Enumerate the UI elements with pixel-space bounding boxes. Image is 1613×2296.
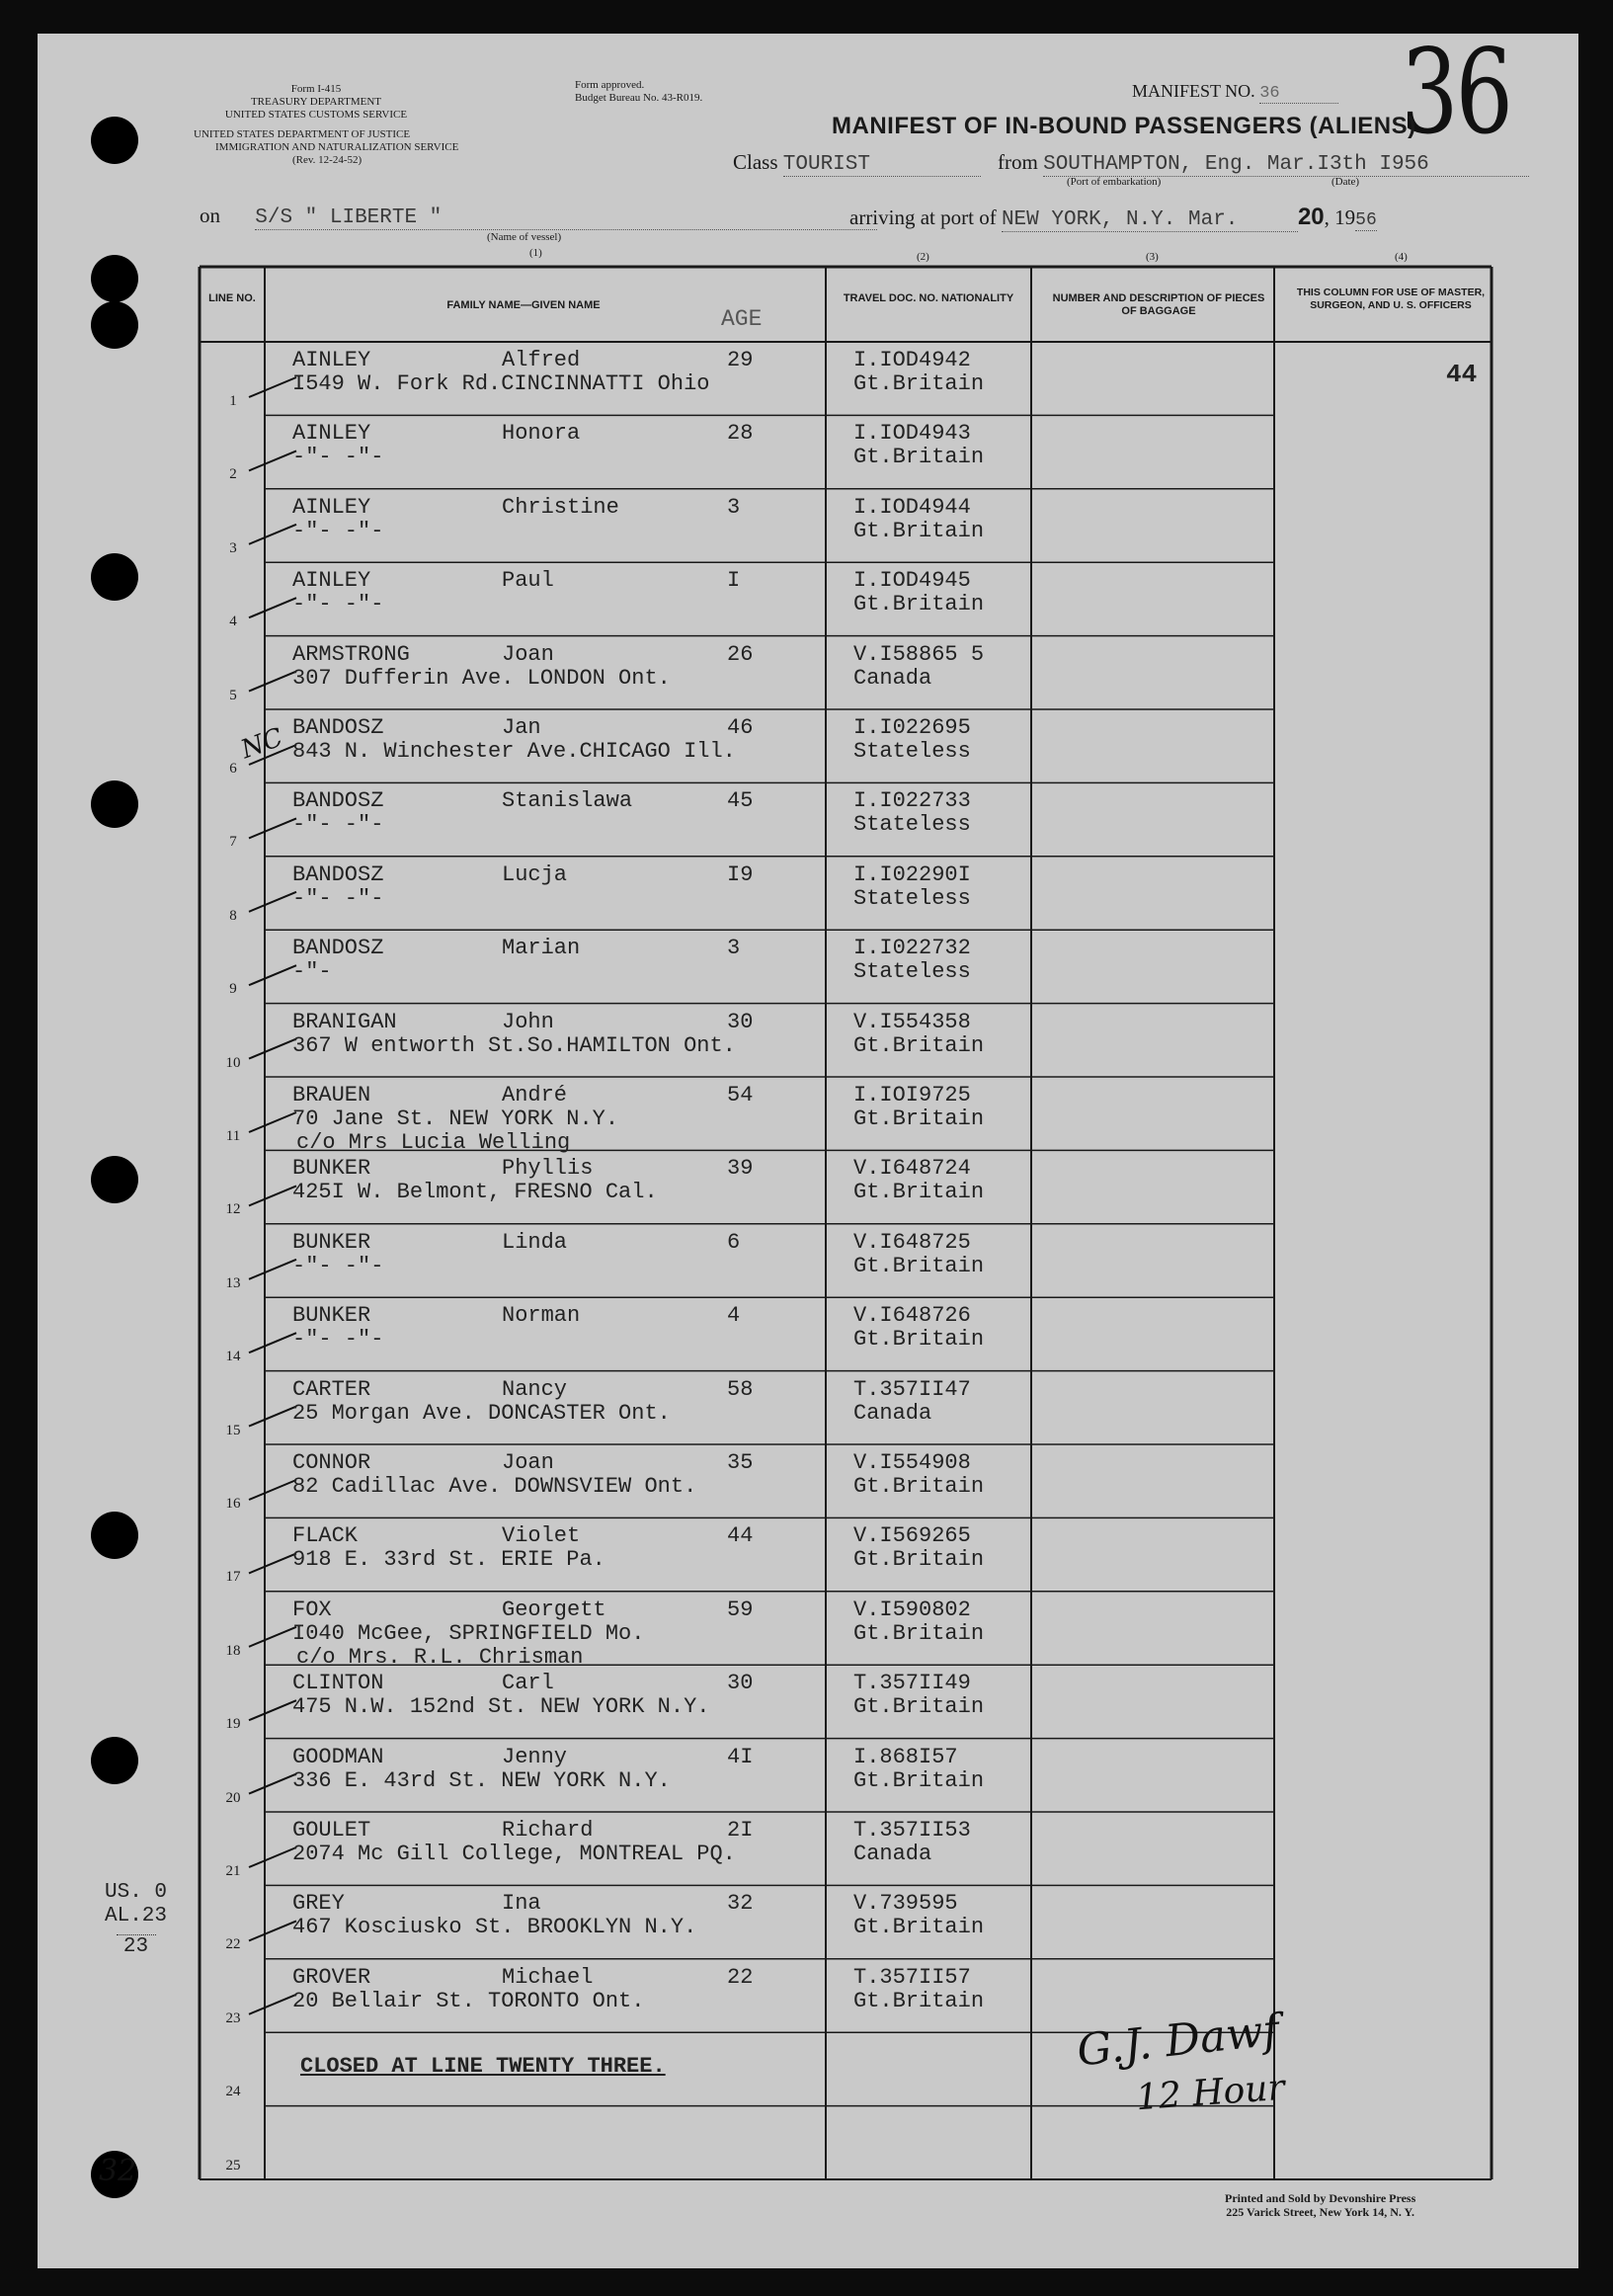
age: I9 — [727, 861, 754, 887]
line-number: 8 — [229, 907, 237, 924]
officer-note: 44 — [1446, 360, 1478, 389]
printer-credit — [1225, 2191, 1415, 2219]
travel-doc-no: I.IOD4943 — [853, 421, 971, 447]
family-name: BUNKER — [292, 1229, 371, 1255]
travel-doc-no: V.739595 — [853, 1891, 958, 1917]
line-number: 20 — [225, 1789, 241, 1806]
age: 22 — [727, 1964, 754, 1990]
travel-doc-no: I.I022732 — [853, 936, 971, 961]
travel-doc-no: I.IOD4942 — [853, 348, 971, 372]
col2-num: (2) — [917, 251, 929, 263]
family-name: ARMSTRONG — [292, 641, 410, 667]
address: -"- -"- — [292, 518, 384, 543]
address-care-of: c/o Mrs. R.L. Chrisman — [296, 1644, 584, 1670]
given-name: Christine — [502, 494, 619, 520]
address: 467 Kosciusko St. BROOKLYN N.Y. — [292, 1915, 697, 1940]
age: 54 — [727, 1083, 754, 1107]
check-mark — [249, 965, 296, 985]
nationality: Gt.Britain — [853, 518, 985, 543]
family-name: CONNOR — [292, 1450, 371, 1475]
family-name: AINLEY — [292, 421, 371, 447]
age: I — [727, 568, 741, 594]
given-name: Paul — [502, 568, 554, 594]
address: I040 McGee, SPRINGFIELD Mo. — [292, 1620, 645, 1646]
signature-line2: 12 Hour — [1134, 2067, 1286, 2119]
travel-doc-no: T.357II57 — [853, 1964, 971, 1990]
nationality: Gt.Britain — [853, 1327, 985, 1353]
check-mark — [249, 1480, 296, 1500]
check-mark — [249, 1553, 296, 1573]
nationality: Gt.Britain — [853, 1547, 985, 1573]
address: -"- — [292, 959, 332, 985]
line-number: 23 — [225, 2009, 241, 2026]
family-name: BANDOSZ — [292, 936, 384, 961]
nationality: Gt.Britain — [853, 445, 985, 470]
address: 82 Cadillac Ave. DOWNSVIEW Ont. — [292, 1474, 697, 1499]
margin-note-rule — [117, 1928, 156, 1935]
age: 4I — [727, 1744, 754, 1769]
family-name: BANDOSZ — [292, 715, 384, 740]
age: 30 — [727, 1671, 754, 1696]
travel-doc-no: I.868I57 — [853, 1744, 958, 1769]
given-name: John — [502, 1009, 554, 1034]
line-number: 21 — [225, 1863, 241, 1879]
check-mark — [249, 1774, 296, 1794]
col-header-travel-doc: TRAVEL DOC. NO. NATIONALITY — [843, 292, 1014, 304]
family-name: FOX — [292, 1597, 332, 1622]
address: I549 W. Fork Rd.CINCINNATTI Ohio — [292, 371, 710, 396]
address: 475 N.W. 152nd St. NEW YORK N.Y. — [292, 1694, 710, 1720]
given-name: Lucja — [502, 861, 568, 887]
customs-name: UNITED STATES CUSTOMS SERVICE — [224, 109, 408, 121]
nationality: Stateless — [853, 739, 971, 764]
given-name: Carl — [502, 1671, 554, 1696]
given-name: Ina — [502, 1891, 541, 1917]
age: 4 — [727, 1303, 741, 1329]
nationality: Gt.Britain — [853, 1767, 985, 1793]
line-number: 14 — [225, 1349, 241, 1365]
check-mark — [249, 1333, 296, 1353]
family-name: GREY — [292, 1891, 345, 1917]
address-care-of: c/o Mrs Lucia Welling — [296, 1130, 571, 1155]
line-number: 13 — [225, 1274, 241, 1291]
col-header-line: LINE NO. — [208, 292, 256, 304]
line-number: 9 — [229, 981, 237, 998]
travel-doc-no: I.IOD4945 — [853, 568, 971, 594]
given-name: Honora — [502, 421, 581, 447]
col-header-baggage: NUMBER AND DESCRIPTION OF PIECES OF BAGGAGE — [1052, 292, 1265, 317]
line-number: 2 — [229, 466, 237, 483]
check-mark — [249, 1407, 296, 1427]
age: 28 — [727, 421, 754, 447]
age: 45 — [727, 788, 754, 814]
address: 918 E. 33rd St. ERIE Pa. — [292, 1547, 605, 1573]
nationality: Stateless — [853, 885, 971, 911]
check-mark — [249, 1700, 296, 1720]
on-label: on — [200, 204, 220, 227]
col3-num: (3) — [1146, 251, 1159, 263]
check-mark — [249, 1186, 296, 1205]
address: 70 Jane St. NEW YORK N.Y. — [292, 1107, 619, 1131]
class-label: Class — [733, 150, 778, 174]
signature-line1: G.J. Dawf — [1074, 2005, 1282, 2077]
nationality: Gt.Britain — [853, 1988, 985, 2013]
margin-note-bottom: 32 — [99, 2154, 137, 2188]
check-mark — [249, 1627, 296, 1647]
vessel-value: S/S " LIBERTE " — [255, 206, 877, 230]
line-number: 7 — [229, 834, 237, 851]
nationality: Gt.Britain — [853, 371, 985, 396]
travel-doc-no: V.I648724 — [853, 1156, 971, 1182]
margin-note-line1: US. 0 — [105, 1881, 168, 1904]
check-mark — [249, 1995, 296, 2014]
family-name: FLACK — [292, 1523, 359, 1549]
age: 39 — [727, 1156, 754, 1182]
family-name: CARTER — [292, 1376, 371, 1402]
check-mark — [249, 1260, 296, 1279]
stamped-page-number: 36 — [1401, 24, 1510, 160]
age: 6 — [727, 1229, 741, 1255]
line-number: 4 — [229, 614, 237, 630]
travel-doc-no: I.IOD4944 — [853, 494, 971, 520]
class-value: TOURIST — [783, 153, 981, 177]
nationality: Canada — [853, 665, 932, 691]
address: 425I W. Belmont, FRESNO Cal. — [292, 1180, 658, 1205]
arriving-label: arriving at port of — [849, 205, 997, 229]
nationality: Canada — [853, 1842, 932, 1866]
address: 307 Dufferin Ave. LONDON Ont. — [292, 665, 671, 691]
check-mark — [249, 598, 296, 617]
given-name: Michael — [502, 1964, 594, 1990]
rev-date: (Rev. 12-24-52) — [292, 154, 363, 166]
travel-doc-no: I.I022695 — [853, 715, 971, 740]
age: 59 — [727, 1597, 754, 1622]
nationality: Stateless — [853, 959, 971, 985]
from-value: SOUTHAMPTON, Eng. Mar.I3th I956 — [1043, 153, 1529, 177]
line-number: 12 — [225, 1201, 241, 1218]
given-name: Stanislawa — [502, 788, 633, 814]
margin-note-line2: AL.23 — [105, 1905, 168, 1927]
age: 3 — [727, 936, 741, 961]
family-name: GOODMAN — [292, 1744, 384, 1769]
travel-doc-no: V.I58865 5 — [853, 641, 985, 667]
ins-name: IMMIGRATION AND NATURALIZATION SERVICE — [215, 141, 459, 153]
travel-doc-no: V.I569265 — [853, 1523, 971, 1549]
address: 367 W entworth St.So.HAMILTON Ont. — [292, 1032, 736, 1058]
family-name: BANDOSZ — [292, 788, 384, 814]
arrival-value: NEW YORK, N.Y. Mar. — [1002, 208, 1298, 232]
given-name: Nancy — [502, 1376, 568, 1402]
col1-num: (1) — [529, 247, 542, 259]
address: 336 E. 43rd St. NEW YORK N.Y. — [292, 1767, 671, 1793]
nationality: Gt.Britain — [853, 1180, 985, 1205]
travel-doc-no: I.I022733 — [853, 788, 971, 814]
printer-line2: 225 Varick Street, New York 14, N. Y. — [1226, 2205, 1415, 2219]
nationality: Gt.Britain — [853, 1620, 985, 1646]
travel-doc-no: V.I648726 — [853, 1303, 971, 1329]
family-name: GOULET — [292, 1818, 371, 1843]
manifest-title: MANIFEST OF IN-BOUND PASSENGERS (ALIENS) — [832, 113, 1416, 139]
family-name: AINLEY — [292, 348, 371, 372]
col-header-name: FAMILY NAME—GIVEN NAME — [446, 299, 601, 311]
travel-doc-no: T.357II53 — [853, 1818, 971, 1843]
given-name: Alfred — [502, 348, 581, 372]
address: -"- -"- — [292, 812, 384, 838]
col-header-officers: THIS COLUMN FOR USE OF MASTER, SURGEON, AND U. S. OFFICERS — [1296, 287, 1486, 311]
given-name: Violet — [502, 1523, 581, 1549]
travel-doc-no: V.I554908 — [853, 1450, 971, 1475]
line-number: 3 — [229, 539, 237, 556]
given-name: Marian — [502, 936, 581, 961]
address: 20 Bellair St. TORONTO Ont. — [292, 1988, 645, 2013]
address: 843 N. Winchester Ave.CHICAGO Ill. — [292, 739, 736, 764]
line-number: 11 — [225, 1128, 241, 1144]
budget-text: Budget Bureau No. 43-R019. — [575, 92, 703, 104]
age: 29 — [727, 348, 754, 372]
given-name: Phyllis — [502, 1156, 594, 1182]
port-caption: (Port of embarkation) — [1067, 176, 1162, 188]
arrival-year: 56 — [1355, 210, 1377, 230]
address: -"- -"- — [292, 1253, 384, 1278]
margin-note-line3: 23 — [122, 1935, 149, 1958]
travel-doc-no: I.IOI9725 — [853, 1083, 971, 1107]
arrival-day: 20 — [1297, 204, 1325, 230]
nationality: Gt.Britain — [853, 1107, 985, 1131]
nationality: Gt.Britain — [853, 592, 985, 617]
line-number: 18 — [225, 1642, 241, 1659]
closed-note: CLOSED AT LINE TWENTY THREE. — [300, 2054, 666, 2080]
line-number: 5 — [229, 687, 237, 703]
check-mark — [249, 818, 296, 838]
family-name: AINLEY — [292, 568, 371, 594]
given-name: Richard — [502, 1818, 594, 1843]
date-caption: (Date) — [1331, 176, 1360, 188]
address: -"- -"- — [292, 592, 384, 617]
travel-doc-no: I.I02290I — [853, 861, 971, 887]
given-name: Linda — [502, 1229, 568, 1255]
address: -"- -"- — [292, 1327, 384, 1353]
nationality: Gt.Britain — [853, 1915, 985, 1940]
form-id: Form I-415 — [290, 83, 342, 95]
given-name: Joan — [502, 1450, 554, 1475]
given-name: Georgett — [502, 1597, 606, 1622]
nationality: Gt.Britain — [853, 1032, 985, 1058]
age: 32 — [727, 1891, 754, 1917]
address: -"- -"- — [292, 885, 384, 911]
family-name: BUNKER — [292, 1156, 371, 1182]
age: 35 — [727, 1450, 754, 1475]
travel-doc-no: T.357II47 — [853, 1376, 971, 1402]
age: 44 — [727, 1523, 754, 1549]
manifest-no-value: 36 — [1259, 84, 1338, 104]
dept-name: TREASURY DEPARTMENT — [250, 96, 382, 108]
line-number: 25 — [225, 2157, 241, 2173]
given-name: Joan — [502, 641, 554, 667]
age: 58 — [727, 1376, 754, 1402]
line-number: 1 — [229, 393, 237, 409]
given-name: Jan — [502, 715, 541, 740]
check-mark — [249, 672, 296, 692]
line-number: 6 — [229, 761, 237, 777]
check-mark — [249, 451, 296, 470]
line-number: 22 — [225, 1936, 241, 1953]
address: 25 Morgan Ave. DONCASTER Ont. — [292, 1400, 671, 1426]
check-mark — [249, 1921, 296, 1940]
given-name: Norman — [502, 1303, 581, 1329]
age: 3 — [727, 494, 741, 520]
line-number: 15 — [225, 1422, 241, 1438]
family-name: BANDOSZ — [292, 861, 384, 887]
nationality: Gt.Britain — [853, 1474, 985, 1499]
family-name: BUNKER — [292, 1303, 371, 1329]
line-number: 19 — [225, 1716, 241, 1733]
nationality: Gt.Britain — [853, 1253, 985, 1278]
travel-doc-no: T.357II49 — [853, 1671, 971, 1696]
arrival-year-prefix: , 19 — [1324, 205, 1356, 229]
col4-num: (4) — [1395, 251, 1408, 263]
check-mark — [249, 525, 296, 544]
family-name: GROVER — [292, 1964, 371, 1990]
age: 46 — [727, 715, 754, 740]
nationality: Gt.Britain — [853, 1694, 985, 1720]
given-name: André — [502, 1083, 568, 1107]
handwritten-mark: NC — [237, 722, 287, 766]
address: 2074 Mc Gill College, MONTREAL PQ. — [292, 1842, 736, 1866]
family-name: BRANIGAN — [292, 1009, 397, 1034]
family-name: BRAUEN — [292, 1083, 371, 1107]
travel-doc-no: V.I648725 — [853, 1229, 971, 1255]
nationality: Canada — [853, 1400, 932, 1426]
check-mark — [249, 892, 296, 912]
from-label: from — [998, 150, 1038, 174]
travel-doc-no: V.I554358 — [853, 1009, 971, 1034]
age: 26 — [727, 641, 754, 667]
check-mark — [249, 1112, 296, 1132]
family-name: CLINTON — [292, 1671, 384, 1696]
line-number: 24 — [225, 2084, 241, 2100]
approved-text: Form approved. — [575, 79, 645, 91]
family-name: AINLEY — [292, 494, 371, 520]
age: 2I — [727, 1818, 754, 1843]
justice-name: UNITED STATES DEPARTMENT OF JUSTICE — [194, 128, 411, 140]
line-number: 17 — [225, 1569, 241, 1586]
col-header-age: AGE — [721, 306, 763, 332]
address: -"- -"- — [292, 445, 384, 470]
line-number: 10 — [225, 1054, 241, 1071]
vessel-caption: (Name of vessel) — [487, 231, 562, 243]
manifest-no-label: MANIFEST NO. — [1132, 81, 1255, 101]
nationality: Stateless — [853, 812, 971, 838]
check-mark — [249, 1847, 296, 1867]
printer-line1: Printed and Sold by Devonshire Press — [1225, 2191, 1416, 2205]
age: 30 — [727, 1009, 754, 1034]
check-mark — [249, 377, 296, 397]
margin-note — [105, 1881, 167, 1959]
line-number: 16 — [225, 1496, 241, 1512]
travel-doc-no: V.I590802 — [853, 1597, 971, 1622]
check-mark — [249, 1039, 296, 1059]
given-name: Jenny — [502, 1744, 568, 1769]
